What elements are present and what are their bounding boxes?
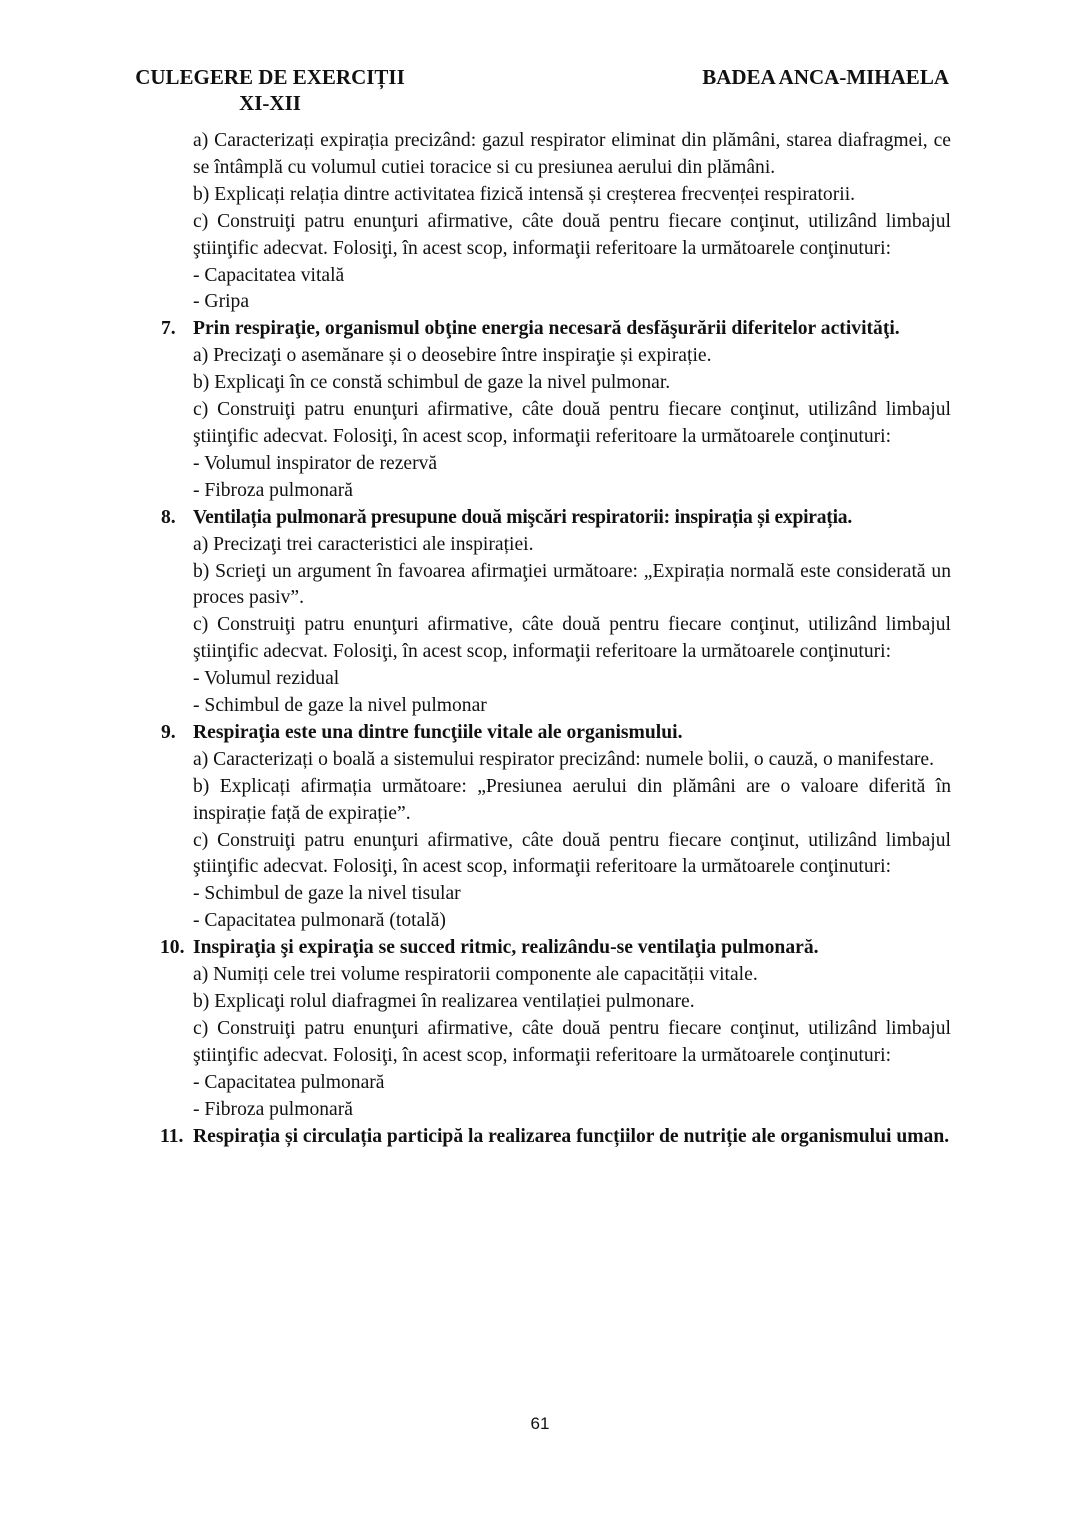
subquestion-c: c) Construiţi patru enunţuri afirmative, câte două pentru fiecare conţinut, utilizând limbajul ştiinţific adecvat. Folosiţi, în acest scop, informaţii referitoare la următoarele conţinuturi: bbox=[193, 829, 951, 878]
topic-item: - Gripa bbox=[193, 291, 250, 313]
subquestion-c: c) Construiţi patru enunţuri afirmative, câte două pentru fiecare conţinut, utilizând limbajul ştiinţific adecvat. Folosiţi, în acest scop, informaţii referitoare la următoarele conţinuturi: bbox=[193, 614, 951, 663]
subquestion-a: a) Caracterizați o boală a sistemului respirator precizând: numele bolii, o cauză, o manifestare. bbox=[193, 748, 934, 770]
subquestion-c: c) Construiţi patru enunţuri afirmative, câte două pentru fiecare conţinut, utilizând limbajul ştiinţific adecvat. Folosiţi, în acest scop, informaţii referitoare la următoarele conţinuturi: bbox=[193, 210, 951, 259]
page-content bbox=[160, 128, 951, 1150]
exercise-8 bbox=[161, 505, 951, 720]
exercise-10 bbox=[160, 935, 951, 1123]
exercise-title: Respiraţia este una dintre funcţiile vitale ale organismului. bbox=[193, 721, 683, 743]
exercise-title: Respirația și circulația participă la realizarea funcțiilor de nutriție ale organismului uman. bbox=[193, 1125, 950, 1147]
exercise-number: 7. bbox=[161, 318, 176, 340]
topic-item: - Capacitatea vitală bbox=[193, 264, 345, 286]
topic-item: - Schimbul de gaze la nivel tisular bbox=[193, 883, 461, 905]
subquestion-a: a) Precizaţi o asemănare și o deosebire între inspiraţie și expirație. bbox=[193, 345, 712, 367]
exercise-title: Inspiraţia şi expiraţia se succed ritmic, realizându-se ventilaţia pulmonară. bbox=[193, 937, 819, 959]
topic-item: - Fibroza pulmonară bbox=[193, 1098, 353, 1120]
exercise-title: Prin respiraţie, organismul obţine energia necesară desfăşurării diferitelor activităţi. bbox=[193, 318, 900, 340]
exercise-number: 9. bbox=[161, 721, 176, 743]
topic-item: - Volumul rezidual bbox=[193, 668, 340, 690]
subquestion-a: a) Caracterizați expirația precizând: gazul respirator eliminat din plămâni, starea diafragmei, ce se întâmplă cu volumul cutiei toracice si cu presiunea aerului din plămâni. bbox=[193, 130, 951, 178]
topic-item: - Volumul inspirator de rezervă bbox=[193, 452, 438, 474]
exercise-title: Ventilația pulmonară presupune două mişcări respiratorii: inspirația și expirația. bbox=[193, 506, 852, 528]
book-title-line1: CULEGERE DE EXERCIȚII bbox=[135, 65, 405, 89]
exercise-continuation bbox=[193, 128, 951, 316]
topic-item: - Fibroza pulmonară bbox=[193, 479, 353, 501]
topic-item: - Schimbul de gaze la nivel pulmonar bbox=[193, 695, 487, 717]
exercise-9 bbox=[161, 720, 951, 935]
exercise-11 bbox=[160, 1124, 951, 1151]
exercise-number: 8. bbox=[161, 506, 176, 528]
exercise-number: 11. bbox=[160, 1125, 184, 1147]
topic-item: - Capacitatea pulmonară bbox=[193, 1071, 385, 1093]
subquestion-b: b) Explicați afirmația următoare: „Presiunea aerului din plămâni are o valoare diferită în inspirație față de expirație”. bbox=[193, 775, 951, 824]
subquestion-a: a) Numiți cele trei volume respiratorii componente ale capacității vitale. bbox=[193, 964, 758, 986]
page-number: 61 bbox=[530, 1414, 550, 1433]
subquestion-b: b) Explicați relația dintre activitatea fizică intensă și creșterea frecvenței respiratorii. bbox=[193, 183, 856, 205]
subquestion-a: a) Precizaţi trei caracteristici ale inspirației. bbox=[193, 533, 534, 555]
subquestion-b: b) Explicaţi rolul diafragmei în realizarea ventilației pulmonare. bbox=[193, 991, 695, 1012]
subquestion-b: b) Explicaţi în ce constă schimbul de gaze la nivel pulmonar. bbox=[193, 372, 671, 394]
topic-item: - Capacitatea pulmonară (totală) bbox=[193, 910, 446, 932]
book-title bbox=[129, 64, 411, 116]
subquestion-b: b) Scrieţi un argument în favoarea afirmaţiei următoare: „Expirația normală este considerată un proces pasiv”. bbox=[193, 560, 951, 609]
exercise-number: 10. bbox=[160, 937, 185, 959]
book-title-line2: XI-XII bbox=[239, 91, 301, 115]
subquestion-c: c) Construiţi patru enunţuri afirmative, câte două pentru fiecare conţinut, utilizând limbajul ştiinţific adecvat. Folosiţi, în acest scop, informaţii referitoare la următoarele conţinuturi: bbox=[193, 399, 951, 447]
author-name: BADEA ANCA-MIHAELA bbox=[702, 65, 949, 89]
subquestion-c: c) Construiţi patru enunţuri afirmative, câte două pentru fiecare conţinut, utilizând limbajul ştiinţific adecvat. Folosiţi, în acest scop, informaţii referitoare la următoarele conţinuturi: bbox=[193, 1017, 951, 1066]
exercise-7 bbox=[161, 316, 951, 504]
